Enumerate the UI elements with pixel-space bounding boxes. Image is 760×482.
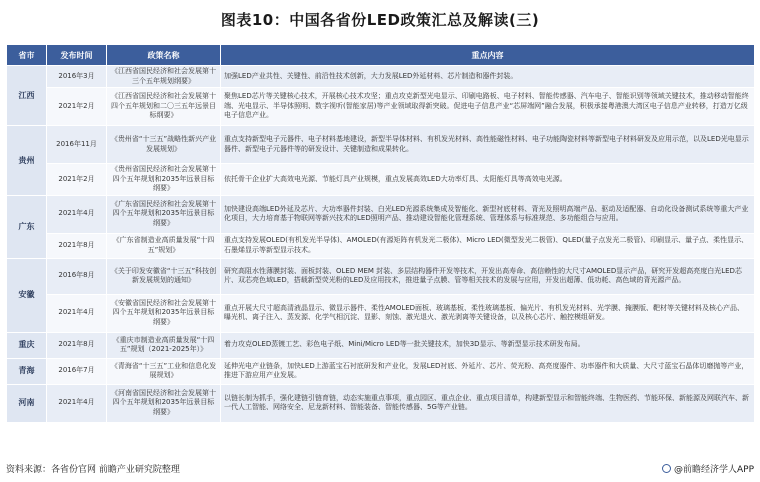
cell-date: 2016年11月 <box>47 126 107 164</box>
cell-key-content: 重点开展大尺寸超高清液晶显示、微显示器件、柔性AMOLED面板、玻璃基板、柔性玻璃基板、偏光片、有机发光材料、光学膜、掩膜版、靶材等关键材料及核心产品、曝光机、离子注入、蒸发源、化学气相沉淀、显影、刻蚀、激光退火、激光剥离等关键设备，以及核心芯片、触控模组研发。 <box>221 294 755 332</box>
cell-key-content: 聚焦LED芯片等关键核心技术，开展核心技术攻坚；重点攻克新型光电显示、印刷电路板、电子材料、智能传感器、汽车电子、智能识别等领域关键技术，推动移动智能终端、光电显示、半导体照明、数字视听(智能家居)等产业领域取得新突破。促进电子信息产业“芯屏端网”融合发展，积极承接粤港澳大湾区电子信息产业转移，打造万亿级电子信息产业。 <box>221 88 755 126</box>
cell-province: 江西 <box>7 66 47 126</box>
table-row <box>7 294 755 332</box>
header-date: 发布时间 <box>47 45 107 66</box>
header-province: 省市 <box>7 45 47 66</box>
brand-logo-icon <box>662 464 671 473</box>
cell-date: 2021年4月 <box>47 195 107 233</box>
cell-key-content: 研究高阻水性薄膜封装、面板封装、OLED MEM 封装、多层结构器件开发等技术，开发出高寿命、高信赖性的大尺寸AMOLED显示产品，研究开发超高亮度白光LED芯片、双芯亮色域LED，搭载新型荧光粉的LED及应用技术，推进量子点膜、管等相关技术的发展与应用，开发出超薄、低功耗、高色域的背光源产品。 <box>221 258 755 294</box>
cell-province: 重庆 <box>7 332 47 358</box>
table-header-row <box>7 45 755 66</box>
table-row <box>7 195 755 233</box>
table-row <box>7 164 755 196</box>
policy-table <box>6 44 755 423</box>
cell-date: 2016年7月 <box>47 358 107 384</box>
cell-province: 安徽 <box>7 258 47 332</box>
table-row <box>7 384 755 422</box>
cell-date: 2021年4月 <box>47 384 107 422</box>
page-title: 图表10：中国各省份LED政策汇总及解读(三) <box>220 10 540 29</box>
cell-policy-name: 《广东省国民经济和社会发展第十四个五年规划和2035年远景目标纲要》 <box>107 195 221 233</box>
brand <box>662 462 754 475</box>
table-row <box>7 233 755 258</box>
cell-date: 2021年2月 <box>47 88 107 126</box>
footer <box>6 458 754 478</box>
header-key-content: 重点内容 <box>221 45 755 66</box>
cell-policy-name: 《重庆市制造业高质量发展“十四五”规划（2021-2025年）》 <box>107 332 221 358</box>
table-row <box>7 358 755 384</box>
cell-policy-name: 《河南省国民经济和社会发展第十四个五年规划和2035年远景目标纲要》 <box>107 384 221 422</box>
cell-date: 2016年3月 <box>47 66 107 88</box>
cell-province: 青海 <box>7 358 47 384</box>
cell-province: 河南 <box>7 384 47 422</box>
cell-date: 2021年8月 <box>47 332 107 358</box>
cell-province: 广东 <box>7 195 47 258</box>
source-note: 资料来源：各省份官网 前瞻产业研究院整理 <box>6 464 180 475</box>
cell-policy-name: 《关于印发安徽省“十三五”科技创新发展规划的通知》 <box>107 258 221 294</box>
cell-key-content: 重点支持新型电子元器件、电子材料基地建设，新型半导体材料、有机发光材料、高性能磁性材料、电子功能陶瓷材料等新型电子材料研发及应用示范，以及LED光电显示器件、新型电子元器件等的研发设计、关键制造和成果转化。 <box>221 126 755 164</box>
cell-date: 2016年8月 <box>47 258 107 294</box>
cell-date: 2021年2月 <box>47 164 107 196</box>
table-row <box>7 126 755 164</box>
cell-date: 2021年8月 <box>47 233 107 258</box>
cell-policy-name: 《贵州省国民经济和社会发展第十四个五年规划和2035年远景目标纲要》 <box>107 164 221 196</box>
cell-policy-name: 《青海省“十三五”工业和信息化发展规划》 <box>107 358 221 384</box>
cell-key-content: 加强LED产业共性、关键性、前沿性技术创新，大力发展LED外延材料、芯片制造和器件封装。 <box>221 66 755 88</box>
table-row <box>7 88 755 126</box>
cell-province: 贵州 <box>7 126 47 196</box>
cell-policy-name: 《广东省制造业高质量发展“十四五”规划》 <box>107 233 221 258</box>
table-row <box>7 258 755 294</box>
cell-key-content: 着力攻克OLED蒸镀工艺、彩色电子纸、Mini/Micro LED等一批关键技术，加快3D显示、等新型显示技术研发布局。 <box>221 332 755 358</box>
table-body <box>7 66 755 423</box>
table-row <box>7 332 755 358</box>
header-policy-name: 政策名称 <box>107 45 221 66</box>
cell-policy-name: 《江西省国民经济和社会发展第十三个五年规划纲要》 <box>107 66 221 88</box>
cell-key-content: 重点支持发展OLED(有机发光半导体)、AMOLED(有源矩阵有机发光二极体)、Micro LED(微型发光二极管)、QLED(量子点发光二极管)、印刷显示、量子点、柔性显示、石墨烯显示等新型显示技术。 <box>221 233 755 258</box>
cell-policy-name: 《贵州省“十三五”战略性新兴产业发展规划》 <box>107 126 221 164</box>
cell-key-content: 依托骨干企业扩大高效电光源、节能灯具产业规模，重点发展高效LED大功率灯具、太阳能灯具等高效电光源。 <box>221 164 755 196</box>
cell-key-content: 以链长制为抓手，强化建链引链育链，动态实施重点事项，重点园区、重点企业、重点项目清单，构建新型显示和智能终端、生物医药、节能环保、新能源及网联汽车、新一代人工智能、网络安全、尼龙新材料、智能装备、智能传感器、5G等产业链。 <box>221 384 755 422</box>
cell-key-content: 加快建设高端LED外延及芯片、大功率器件封装、白光LED光源系统集成及智能化、新型衬底材料、背光及照明高端产品、驱动及适配器、自动化设备测试系统等重大产业化项目，大力培育基于物联网等新兴技术的LED照明产品、推动建设智能化管理系统、管理体系与标准规范、多功能组合与应用。 <box>221 195 755 233</box>
cell-date: 2021年4月 <box>47 294 107 332</box>
brand-label: @前瞻经济学人APP <box>673 464 754 475</box>
cell-policy-name: 《江西省国民经济和社会发展第十四个五年规划和二〇三五年远景目标纲要》 <box>107 88 221 126</box>
cell-key-content: 延伸光电产业链条，加快LED上游蓝宝石衬底研发和产业化，发展LED衬底、外延片、芯片、荧光粉、高亮度器件、功率器件和大质量、大尺寸蓝宝石晶体切磨抛等产业，推进下游应用产业发展。 <box>221 358 755 384</box>
table-row <box>7 66 755 88</box>
cell-policy-name: 《安徽省国民经济和社会发展第十四个五年规划和2035年远景目标纲要》 <box>107 294 221 332</box>
